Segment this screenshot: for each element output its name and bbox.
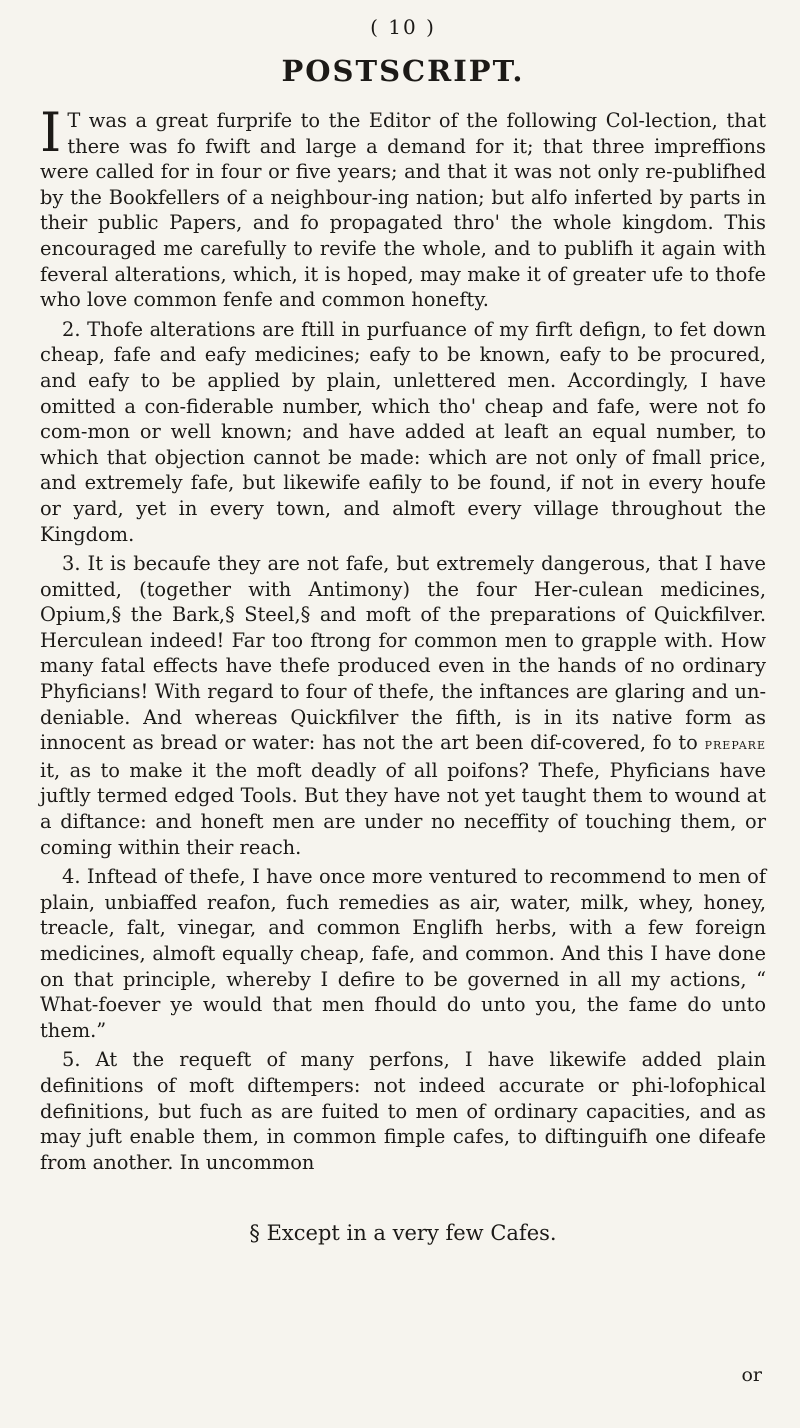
paragraph-1 xyxy=(40,101,766,313)
paragraph-4: 4. Inftead of thefe, I have once more ventured to recommend to men of plain, unbiaffed reafon, fuch remedies as air, water, milk, whey, honey, treacle, falt, vinegar, and common Englifh herbs, with a few foreign medicines, almoft equally cheap, fafe, and common. And this I have done on that principle, whereby I defire to be governed in all my actions, “ What-foever ye would that men fhould do unto you, the fame do unto them.” xyxy=(40,865,766,1042)
paragraph-3-text-start: 3. It is becaufe they are not fafe, but extremely dangerous, that I have omitted, (together with Antimony) the four Her-culean medicines, Opium,§ the Bark,§ Steel,§ and moft of the preparations of Quickfilver. Herculean indeed! Far too ftrong for common men to grapple with. How many fatal effects have thefe produced even in the hands of no ordinary Phyficians! With regard to four of thefe, the inftances are glaring and un-deniable. And whereas Quickfilver the fifth, is in its native form as innocent as bread or water: has not the art been dif-covered, fo to xyxy=(40,552,766,755)
catchword: or xyxy=(741,1364,762,1386)
prepare-word: prepare xyxy=(704,735,766,754)
page-number: ( 10 ) xyxy=(370,15,436,39)
paragraph-3-text-end: it, as to make it the moft deadly of all poifons? Thefe, Phyficians have juftly termed edged Tools. But they have not yet taught them to wound at a diftance: and honeft men are under no neceffity of touching them, or coming within their reach. xyxy=(40,758,766,859)
drop-capital: I xyxy=(40,101,62,164)
paragraph-1-text: T was a great furprife to the Editor of the following Col-lection, that there was fo fwift and large a demand for it; that three impreffions were called for in four or five years; and that it was not only re-publifhed by the Bookfellers of a neighbour-ing nation; but alfo inferted by parts in their public Papers, and fo propagated thro' the whole kingdom. This encouraged me carefully to revife the whole, and to publifh it again with feveral alterations, which, it is hoped, may make it of greater ufe to thofe who love common fenfe and common honefty. xyxy=(40,109,766,312)
paragraph-2: 2. Thofe alterations are ftill in purfuance of my firft defign, to fet down cheap, fafe and eafy medicines; eafy to be known, eafy to be procured, and eafy to be applied by plain, unlettered men. Accordingly, I have omitted a con-fiderable number, which tho' cheap and fafe, were not fo com-mon or well known; and have added at leaft an equal number, to which that objection cannot be made: which are not only of fmall price, and extremely fafe, but likewife eafily to be found, if not in every houfe or yard, yet in every town, and almoft every village throughout the Kingdom. xyxy=(40,317,766,546)
paragraph-5: 5. At the requeft of many perfons, I have likewife added plain definitions of moft diftempers: not indeed accurate or phi-lofophical definitions, but fuch as are fuited to men of ordinary capacities, and as may juft enable them, in common fimple cafes, to diftinguifh one difeafe from another. In uncommon xyxy=(40,1048,766,1174)
page-title: POSTSCRIPT. xyxy=(281,54,525,88)
paragraph-3 xyxy=(40,551,766,860)
footnote: § Except in a very few Cafes. xyxy=(249,1221,557,1246)
